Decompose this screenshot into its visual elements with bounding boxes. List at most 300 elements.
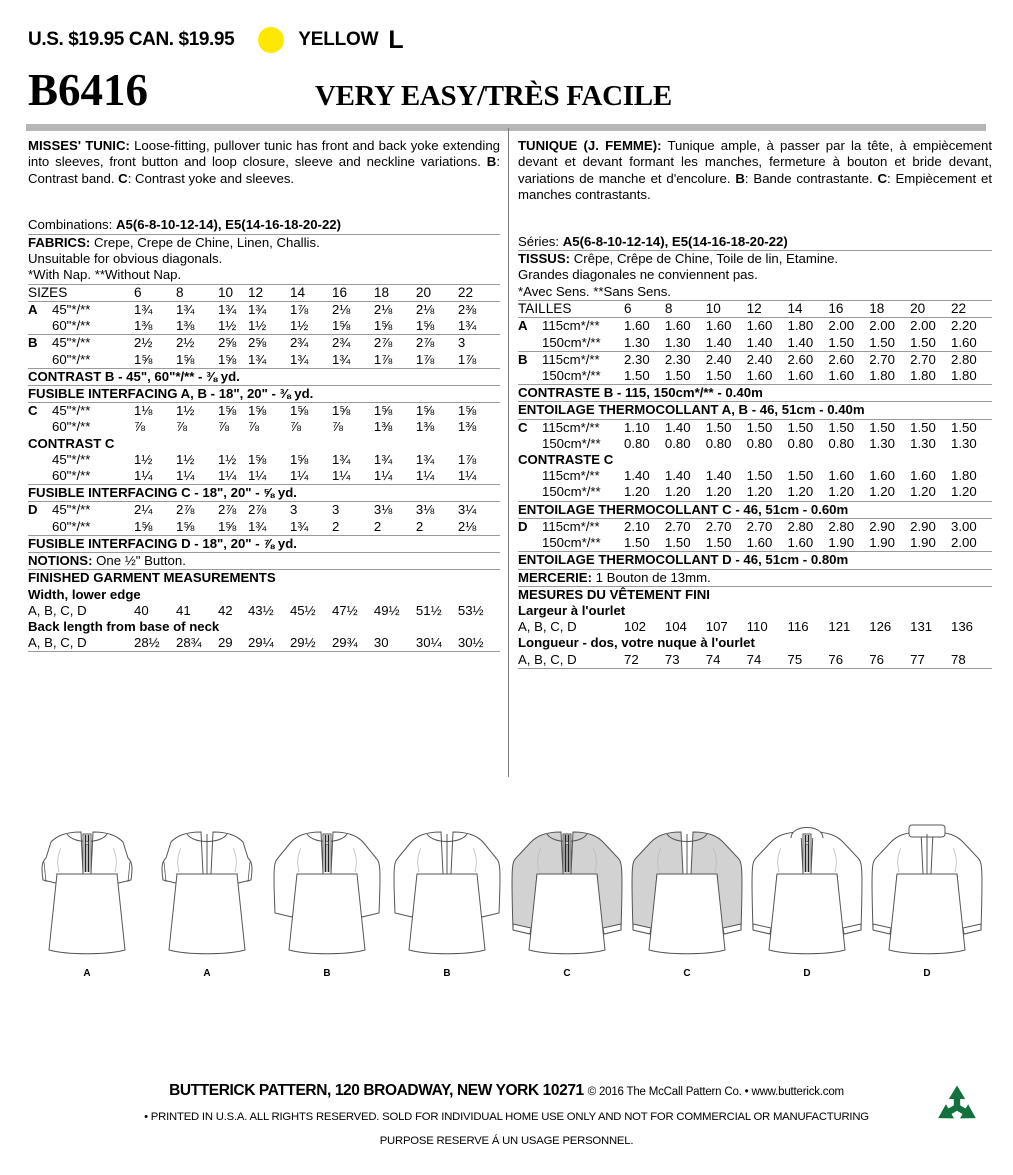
- yardage-value: 1¾: [248, 302, 290, 319]
- yardage-value: 1.20: [828, 484, 855, 500]
- yardage-value: 1.60: [828, 468, 855, 484]
- notions: MERCERIE: 1 Bouton de 13mm.: [518, 569, 992, 586]
- table-row: [28, 419, 500, 435]
- yardage-value: 1.50: [664, 535, 691, 551]
- recycle-icon: [928, 1080, 986, 1143]
- view-letter: [28, 452, 52, 468]
- yardage-value: 2: [373, 518, 382, 534]
- french-combinations: [518, 234, 992, 250]
- measure-value: 29: [217, 635, 233, 651]
- contrast-c-label: CONTRASTE C: [518, 452, 614, 468]
- measure-value: 42: [217, 602, 233, 618]
- measure-value: 116: [787, 619, 809, 635]
- yardage-value: 3: [290, 502, 332, 519]
- combinations-value: A5(6-8-10-12-14), E5(14-16-18-20-22): [115, 217, 341, 233]
- yardage-value: 1¼: [217, 468, 237, 484]
- garment-view-label: C: [683, 968, 691, 979]
- figure-set: [28, 812, 986, 979]
- yardage-value: 1¾: [134, 302, 176, 319]
- yardage-value: 1.20: [951, 484, 977, 500]
- yardage-value: 2.70: [665, 518, 706, 535]
- english-fabrics: [28, 235, 500, 251]
- english-column: [28, 138, 500, 654]
- yardage-value: 2⅛: [374, 302, 416, 319]
- fabric-width: 45"*/**: [52, 302, 134, 319]
- table-row: [518, 351, 992, 368]
- table-row: [518, 586, 992, 603]
- measure-views: A, B, C, D: [518, 651, 577, 667]
- yardage-value: 1⅜: [373, 419, 393, 435]
- view-letter: [518, 335, 542, 352]
- length-label: Longueur - dos, votre nuque à l'ourlet: [518, 635, 755, 651]
- measure-value: 29½: [289, 635, 316, 651]
- table-row: [518, 603, 992, 619]
- size-header: 12: [747, 301, 788, 318]
- yardage-value: 1.20: [910, 484, 936, 500]
- yardage-value: 1.40: [705, 334, 732, 350]
- yardage-value: 2⅛: [416, 302, 458, 319]
- measure-value: 72: [624, 651, 639, 667]
- sizes-label: TAILLES: [518, 301, 624, 318]
- yardage-value: 2.00: [828, 318, 869, 335]
- measure-value: 28½: [134, 635, 160, 651]
- size-header: 16: [332, 284, 374, 301]
- yardage-value: 1.60: [746, 368, 773, 384]
- yardage-value: 1.50: [705, 535, 732, 551]
- table-row: [518, 652, 992, 669]
- yardage-value: 1.40: [665, 419, 706, 436]
- french-nap: *Avec Sens. **Sans Sens.: [518, 283, 671, 299]
- view-letter: C: [518, 419, 542, 436]
- yardage-value: 3¼: [458, 502, 500, 519]
- garment-illustration: [628, 812, 746, 967]
- yardage-value: 1.60: [665, 318, 706, 335]
- table-row: [518, 385, 992, 402]
- yardage-value: 1½: [217, 451, 237, 467]
- measure-value: 41: [175, 602, 191, 618]
- sizes-header-row: [28, 284, 500, 301]
- yardage-value: 2⅞: [248, 502, 290, 519]
- table-row: [518, 619, 992, 635]
- size-header: 16: [828, 301, 869, 318]
- yardage-value: 2.30: [624, 351, 665, 368]
- yardage-value: 2.70: [706, 518, 747, 535]
- fabric-width: 60"*/**: [52, 419, 91, 435]
- yardage-value: 1.60: [746, 535, 773, 551]
- yardage-value: 2.10: [624, 518, 665, 535]
- yardage-value: 2.30: [665, 351, 706, 368]
- yardage-value: 1¾: [331, 351, 351, 367]
- measure-value: 121: [828, 619, 851, 635]
- view-letter: B: [28, 335, 52, 352]
- yardage-value: 2.60: [788, 351, 829, 368]
- yardage-value: 1¾: [176, 302, 218, 319]
- rule: [28, 652, 500, 655]
- yardage-value: ⅞: [175, 419, 187, 435]
- yardage-value: 1.60: [787, 368, 814, 384]
- yardage-value: 1¼: [134, 468, 153, 484]
- french-fabrics: [518, 251, 992, 267]
- yardage-value: 1.40: [705, 468, 732, 484]
- yardage-value: 2½: [134, 335, 176, 352]
- yardage-value: ⅞: [289, 419, 301, 435]
- yardage-value: 2⅜: [458, 302, 500, 319]
- yardage-value: 1⅝: [416, 403, 458, 420]
- yardage-value: 2⅞: [374, 335, 416, 352]
- yardage-value: 1.60: [828, 368, 855, 384]
- measure-views: A, B, C, D: [518, 619, 577, 635]
- size-header: 8: [665, 301, 706, 318]
- finished-measurements-title: FINISHED GARMENT MEASUREMENTS: [28, 570, 500, 587]
- yardage-value: 1½: [175, 451, 195, 467]
- fabric-width: 115cm*/**: [542, 351, 624, 368]
- measure-value: 53½: [457, 602, 484, 618]
- fabric-width: 60"*/**: [52, 518, 91, 534]
- price-row: [28, 27, 404, 53]
- table-row: [518, 535, 992, 552]
- sizes-label: SIZES: [28, 284, 134, 301]
- yardage-value: 0.80: [705, 435, 732, 451]
- view-letter: [28, 318, 52, 335]
- english-combinations: [28, 217, 500, 233]
- yardage-value: 2.00: [910, 318, 951, 335]
- yardage-value: 1.60: [869, 468, 895, 484]
- measure-value: 51½: [415, 602, 442, 618]
- french-table-body: [518, 301, 992, 671]
- garment-view-label: B: [443, 968, 451, 979]
- table-row: [28, 368, 500, 385]
- yardage-value: 1⅜: [134, 318, 153, 334]
- yardage-value: 1½: [217, 318, 237, 334]
- table-row: [28, 570, 500, 587]
- yardage-value: 1⅝: [217, 351, 237, 367]
- fusible-ab-note: FUSIBLE INTERFACING A, B - 18", 20" - ⅜ yd.: [28, 386, 500, 403]
- yardage-value: 0.80: [828, 435, 855, 451]
- yardage-value: 3: [458, 335, 500, 352]
- yardage-value: 1.20: [746, 484, 773, 500]
- measure-value: 110: [746, 619, 768, 635]
- yardage-value: 1⅞: [373, 351, 393, 367]
- yardage-value: 1.80: [951, 368, 977, 384]
- yardage-value: 1.30: [951, 435, 977, 451]
- view-letter: [518, 368, 542, 385]
- yardage-value: 2⅝: [248, 335, 290, 352]
- measure-value: 45½: [289, 602, 316, 618]
- yardage-value: 0.80: [664, 435, 691, 451]
- table-row: [518, 436, 992, 452]
- yardage-value: 1.60: [747, 318, 788, 335]
- fabrics-label: FABRICS:: [28, 234, 91, 250]
- line-drawings: [28, 812, 986, 980]
- yardage-value: 1⅞: [290, 302, 332, 319]
- english-table-body: [28, 284, 500, 654]
- view-letter: C: [28, 403, 52, 420]
- table-row: [518, 335, 992, 352]
- view-letter: D: [28, 502, 52, 519]
- yardage-value: 2½: [176, 335, 218, 352]
- combinations-value: A5(6-8-10-12-14), E5(14-16-18-20-22): [562, 233, 788, 249]
- view-letter: [518, 484, 542, 501]
- yardage-value: 1⅜: [175, 318, 195, 334]
- yardage-value: 1.50: [828, 334, 855, 350]
- yardage-value: 2.40: [747, 351, 788, 368]
- measure-value: 43½: [247, 602, 274, 618]
- yardage-value: 2.20: [951, 318, 992, 335]
- french-description: TUNIQUE (J. FEMME): Tunique ample, à passer par la tête, à empiècement devant et devant formant les manches, fermeture à bouton et bride devant, variations de manche et d'encolure. B: Bande contrastante. C: Empiècement et manches contrastants.: [518, 138, 992, 203]
- yardage-value: 1⅝: [373, 318, 393, 334]
- measure-value: 30¼: [415, 635, 442, 651]
- yardage-value: 1.50: [910, 334, 936, 350]
- size-header: 14: [788, 301, 829, 318]
- notions: NOTIONS: One ½" Button.: [28, 553, 500, 570]
- fusible-d-note: FUSIBLE INTERFACING D - 18", 20" - ⅞ yd.: [28, 535, 500, 552]
- fusible-ab-note: ENTOILAGE THERMOCOLLANT A, B - 46, 51cm - 0.40m: [518, 402, 992, 419]
- yardage-value: 2⅞: [416, 335, 458, 352]
- yardage-value: 1⅝: [218, 403, 248, 420]
- footer-address: BUTTERICK PATTERN, 120 BROADWAY, NEW YORK 10271: [169, 1082, 584, 1099]
- yardage-value: 2.00: [951, 535, 977, 551]
- measure-value: 49½: [373, 602, 400, 618]
- fabric-width: 150cm*/**: [542, 368, 601, 384]
- garment-illustration: [148, 812, 266, 967]
- table-row: [28, 635, 500, 652]
- garment-figure-c-front: [508, 812, 626, 979]
- table-row: [28, 452, 500, 468]
- yardage-value: 1¼: [415, 468, 435, 484]
- size-header: 10: [706, 301, 747, 318]
- fabric-width: 115cm*/**: [542, 518, 624, 535]
- measure-value: 74: [746, 651, 762, 667]
- garment-illustration: [748, 812, 866, 967]
- yardage-value: 3⅛: [374, 502, 416, 519]
- size-header: 22: [951, 301, 992, 318]
- yardage-value: 1½: [289, 318, 309, 334]
- yardage-value: 3: [332, 502, 374, 519]
- fusible-c-note: FUSIBLE INTERFACING C - 18", 20" - ⅝ yd.: [28, 485, 500, 502]
- measure-value: 75: [787, 651, 803, 667]
- yardage-value: 2¼: [134, 502, 176, 519]
- notions-row: [28, 553, 500, 570]
- measure-value: 131: [910, 619, 933, 635]
- view-letter: [518, 535, 542, 552]
- table-row: [28, 485, 500, 502]
- size-header: 18: [869, 301, 910, 318]
- measure-value: 77: [910, 651, 925, 667]
- yardage-value: 1⅝: [290, 403, 332, 420]
- garment-illustration: [388, 812, 506, 967]
- yardage-value: 1¾: [457, 318, 477, 334]
- table-row: [28, 302, 500, 319]
- measure-value: 73: [664, 651, 680, 667]
- footer-line-2: • PRINTED IN U.S.A. ALL RIGHTS RESERVED. SOLD FOR INDIVIDUAL HOME USE ONLY AND NOT FOR COMMERCIAL OR MANUFACTURING: [144, 1111, 869, 1123]
- yardage-value: 2¾: [290, 335, 332, 352]
- yardage-value: 1¾: [218, 302, 248, 319]
- yardage-value: 1.40: [746, 334, 773, 350]
- table-row: [518, 468, 992, 484]
- garment-figure-d-back: [868, 812, 986, 979]
- yardage-value: 2⅛: [457, 518, 477, 534]
- yardage-value: 1.90: [828, 535, 855, 551]
- yardage-value: ⅞: [331, 419, 343, 435]
- yardage-value: 1¾: [331, 451, 351, 467]
- fabric-width: 45"*/**: [52, 335, 134, 352]
- yardage-value: 1⅝: [415, 318, 435, 334]
- yardage-value: 1.60: [787, 535, 814, 551]
- garment-figure-a-front: [28, 812, 146, 979]
- yardage-value: 1⅜: [415, 419, 435, 435]
- english-description: MISSES' TUNIC: Loose-fitting, pullover tunic has front and back yoke extending into sleeves, front button and loop closure, sleeve and neckline variations. B: Contrast band. C: Contrast yoke and sleeves.: [28, 138, 500, 186]
- fabric-width: 115cm*/**: [542, 468, 600, 484]
- yardage-value: 2.00: [869, 318, 910, 335]
- table-row: [28, 318, 500, 335]
- yardage-value: 2⅞: [218, 502, 248, 519]
- yardage-value: 1⅝: [217, 518, 237, 534]
- table-row: [518, 419, 992, 436]
- color-dot-icon: [258, 27, 284, 53]
- garment-illustration: [28, 812, 146, 967]
- width-label: Largeur à l'ourlet: [518, 602, 626, 618]
- fabric-width: 150cm*/**: [542, 535, 601, 551]
- table-row: [518, 452, 992, 468]
- yardage-value: 3.00: [951, 518, 992, 535]
- yardage-value: 1.80: [910, 368, 936, 384]
- footer-copyright: © 2016 The McCall Pattern Co. • www.butterick.com: [587, 1086, 844, 1098]
- measure-value: 29¼: [247, 635, 274, 651]
- yardage-value: 1.80: [951, 468, 977, 484]
- french-unsuitable: Grandes diagonales ne conviennent pas.: [518, 267, 758, 283]
- table-row: [28, 403, 500, 420]
- yardage-value: 1.80: [869, 368, 895, 384]
- yardage-value: 1.20: [624, 484, 650, 500]
- yardage-value: 1¾: [373, 451, 393, 467]
- measure-value: 30½: [457, 635, 484, 651]
- size-header: 8: [176, 284, 218, 301]
- yardage-value: 1.20: [787, 484, 814, 500]
- yardage-value: 2¾: [332, 335, 374, 352]
- yardage-value: 1.20: [705, 484, 732, 500]
- yardage-value: 1¼: [457, 468, 477, 484]
- yardage-value: 1⅝: [458, 403, 500, 420]
- yardage-value: 1.40: [787, 334, 814, 350]
- table-row: [518, 552, 992, 569]
- yardage-value: 2.40: [706, 351, 747, 368]
- yardage-value: 1.30: [869, 435, 895, 451]
- width-label: Width, lower edge: [28, 586, 141, 602]
- yardage-value: 2.70: [869, 351, 910, 368]
- yardage-value: 2.80: [951, 351, 992, 368]
- table-row: [28, 386, 500, 403]
- yardage-value: 1⅝: [289, 451, 309, 467]
- desc-lead: MISSES' TUNIC:: [28, 138, 130, 153]
- garment-view-label: C: [563, 968, 571, 979]
- measure-value: 102: [624, 619, 647, 635]
- yardage-value: 1¾: [415, 451, 435, 467]
- garment-figure-c-back: [628, 812, 746, 979]
- yardage-value: 1¾: [247, 518, 267, 534]
- yardage-value: 1⅞: [457, 451, 477, 467]
- yardage-value: 1.50: [788, 419, 829, 436]
- table-row: [518, 635, 992, 651]
- view-letter: [28, 352, 52, 369]
- yardage-value: 1.20: [664, 484, 691, 500]
- view-letter: [28, 419, 52, 435]
- yardage-value: 1¾: [289, 518, 309, 534]
- size-header: 20: [910, 301, 951, 318]
- fabric-width: 45"*/**: [52, 502, 134, 519]
- view-letter: [518, 468, 542, 484]
- english-unsuitable: Unsuitable for obvious diagonals.: [28, 251, 223, 267]
- yardage-value: 1.30: [624, 334, 650, 350]
- size-header: 10: [218, 284, 248, 301]
- yardage-value: 2.60: [828, 351, 869, 368]
- yardage-value: 2.70: [747, 518, 788, 535]
- fabric-width: 150cm*/**: [542, 484, 601, 500]
- yardage-value: 1⅛: [134, 403, 176, 420]
- table-row: [28, 468, 500, 485]
- table-row: [28, 436, 500, 452]
- yardage-value: 1.90: [869, 535, 895, 551]
- combinations-label: Combinations:: [28, 217, 113, 233]
- size-header: 20: [416, 284, 458, 301]
- yardage-value: 1.30: [664, 334, 691, 350]
- yardage-value: 1.50: [706, 419, 747, 436]
- yardage-value: 1.50: [951, 419, 992, 436]
- view-letter: [28, 468, 52, 485]
- yardage-value: 2⅞: [176, 502, 218, 519]
- garment-view-label: D: [803, 968, 811, 979]
- yardage-value: 2: [415, 518, 424, 534]
- fabric-width: 60"*/**: [52, 468, 91, 484]
- table-row: [28, 352, 500, 369]
- table-row: [518, 368, 992, 385]
- yardage-value: ⅞: [247, 419, 259, 435]
- view-letter: [28, 519, 52, 536]
- table-row: [518, 318, 992, 335]
- fabrics-label: TISSUS:: [518, 251, 571, 267]
- table-row: [518, 518, 992, 535]
- yardage-value: 1.50: [705, 368, 732, 384]
- measure-value: 30: [373, 635, 389, 651]
- sizes-header-row: [518, 301, 992, 318]
- yardage-value: 1⅜: [457, 419, 477, 435]
- garment-figure-d-front: [748, 812, 866, 979]
- header-divider-bar: [26, 124, 986, 131]
- measure-value: 126: [869, 619, 892, 635]
- yardage-value: 2.90: [869, 518, 910, 535]
- table-row: [28, 535, 500, 552]
- table-bottom-rule: [518, 668, 992, 671]
- size-header: 14: [290, 284, 332, 301]
- view-letter: [518, 436, 542, 452]
- length-label: Back length from base of neck: [28, 618, 220, 634]
- yardage-value: 2.90: [910, 518, 951, 535]
- yardage-value: 1.90: [910, 535, 936, 551]
- table-row: [28, 603, 500, 619]
- fusible-d-note: ENTOILAGE THERMOCOLLANT D - 46, 51cm - 0.80m: [518, 552, 992, 569]
- fabrics-value: Crepe, Crepe de Chine, Linen, Challis.: [93, 234, 320, 250]
- size-header: 22: [458, 284, 500, 301]
- garment-illustration: [508, 812, 626, 967]
- yardage-value: 1.50: [828, 419, 869, 436]
- yardage-value: 1⅝: [248, 403, 290, 420]
- yardage-value: ⅞: [217, 419, 229, 435]
- fusible-c-note: ENTOILAGE THERMOCOLLANT C - 46, 51cm - 0.60m: [518, 501, 992, 518]
- french-column: [518, 138, 992, 671]
- yardage-value: 1.40: [664, 468, 691, 484]
- garment-view-label: D: [923, 968, 931, 979]
- fabric-width: 60"*/**: [52, 318, 91, 334]
- yardage-value: 1⅝: [175, 518, 195, 534]
